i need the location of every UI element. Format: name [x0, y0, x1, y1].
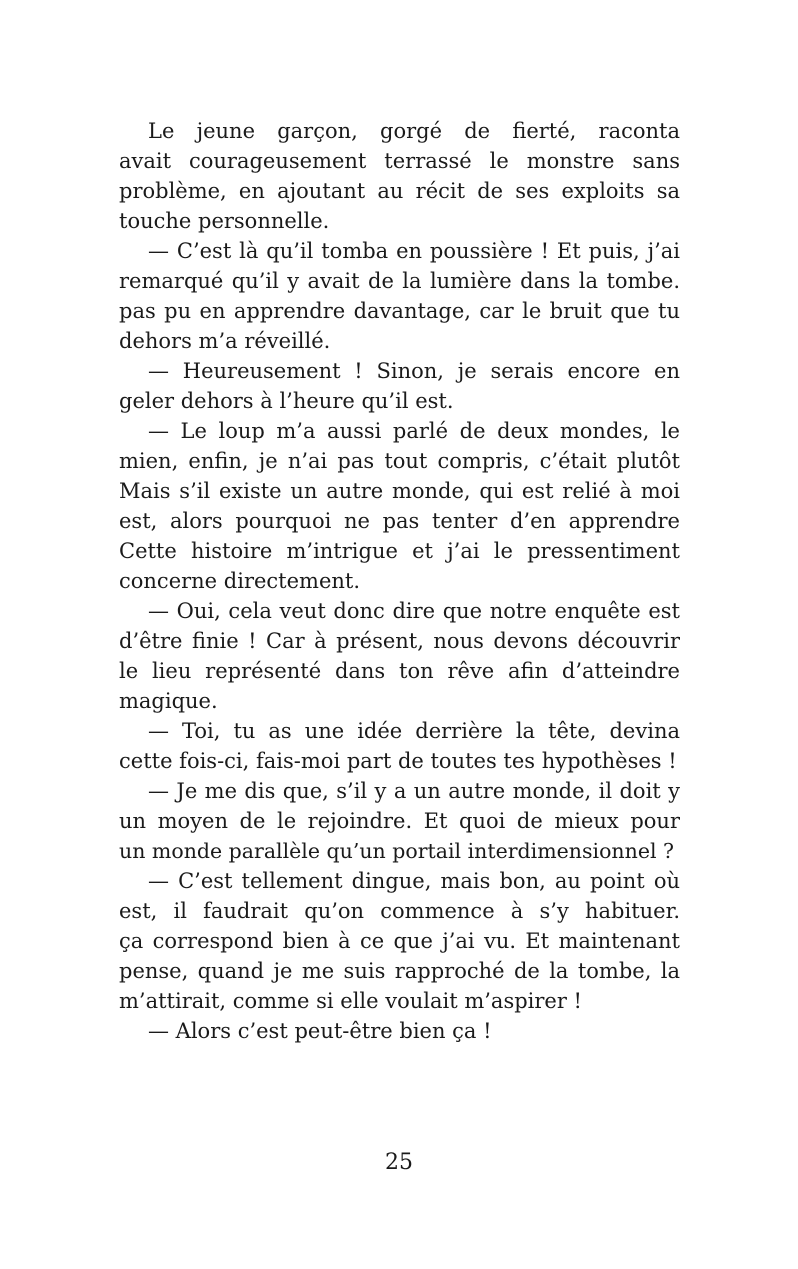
text-line: un monde parallèle qu’un portail interdimensionnel ? [119, 839, 675, 863]
text-line: — Alors c’est peut-être bien ça ! [148, 1019, 492, 1043]
text-line: ça correspond bien à ce que j’ai vu. Et maintenant [119, 929, 680, 953]
page-number: 25 [385, 1150, 413, 1175]
text-line: Mais s’il existe un autre monde, qui est relié à moi [119, 479, 680, 503]
text-line: mien, enfin, je n’ai pas tout compris, c’était plutôt [119, 449, 680, 473]
text-line: — Heureusement ! Sinon, je serais encore en [148, 359, 680, 383]
text-line: est, il faudrait qu’on commence à s’y habituer. [119, 899, 680, 923]
text-line: remarqué qu’il y avait de la lumière dans la tombe. [119, 269, 680, 293]
text-line: concerne directement. [119, 569, 361, 593]
text-line: m’attirait, comme si elle voulait m’aspirer ! [119, 989, 582, 1013]
text-line: — C’est là qu’il tomba en poussière ! Et puis, j’ai [148, 239, 680, 263]
text-line: dehors m’a réveillé. [119, 329, 331, 353]
text-line: un moyen de le rejoindre. Et quoi de mieux pour [119, 809, 680, 833]
text-line: — Le loup m’a aussi parlé de deux mondes, le [148, 419, 680, 443]
text-line: touche personnelle. [119, 209, 330, 233]
text-line: avait courageusement terrassé le monstre sans [119, 149, 680, 173]
text-line: — C’est tellement dingue, mais bon, au point où [148, 869, 680, 893]
text-line: — Je me dis que, s’il y a un autre monde, il doit y [148, 779, 680, 803]
text-line: geler dehors à l’heure qu’il est. [119, 389, 454, 413]
text-line: pas pu en apprendre davantage, car le bruit que tu [119, 299, 680, 323]
text-line: cette fois-ci, fais-moi part de toutes tes hypothèses ! [119, 749, 677, 773]
text-line: d’être finie ! Car à présent, nous devons découvrir [119, 629, 680, 653]
text-line: problème, en ajoutant au récit de ses exploits sa [119, 179, 680, 203]
text-line: magique. [119, 689, 218, 713]
body-text [119, 116, 680, 1046]
text-line: Cette histoire m’intrigue et j’ai le pressentiment [119, 539, 680, 563]
text-line: pense, quand je me suis rapproché de la tombe, la [119, 959, 680, 983]
text-line: le lieu représenté dans ton rêve afin d’atteindre [119, 659, 680, 683]
text-line: Le jeune garçon, gorgé de fierté, raconta [148, 119, 680, 143]
text-line: — Toi, tu as une idée derrière la tête, devina [148, 719, 680, 743]
text-line: est, alors pourquoi ne pas tenter d’en apprendre [119, 509, 680, 533]
text-line: — Oui, cela veut donc dire que notre enquête est [148, 599, 680, 623]
